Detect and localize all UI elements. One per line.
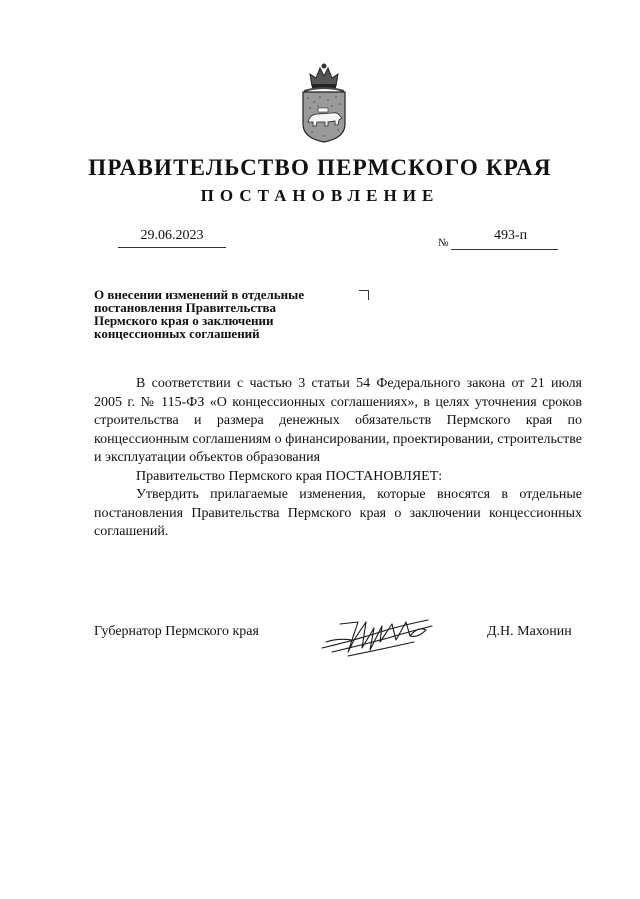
signer-position: Губернатор Пермского края	[94, 624, 259, 639]
subject-line: Пермского края о заключении	[94, 313, 274, 328]
number-underline	[451, 249, 558, 250]
subject-line: О внесении изменений в отдельные	[94, 287, 305, 302]
signer-name: Д.Н. Махонин	[487, 624, 572, 639]
coat-of-arms-icon	[298, 62, 350, 144]
number-sign: №	[438, 237, 449, 249]
document-type: ПОСТАНОВЛЕНИЕ	[200, 186, 440, 205]
body-paragraph: В соответствии с частью 3 статьи 54 Федерального закона от 21 июля 2005 г. № 115-ФЗ «О концессионных соглашениях», в целях уточнения сроков строительства и размера денежных обязательств Пермского края по концессионным соглашениям о финансировании, проектировании, строительстве и эксплуатации объектов образования	[94, 376, 582, 465]
document-number: 493-п	[494, 228, 528, 243]
corner-bracket-mark	[359, 290, 369, 300]
subject-line: постановления Правительства	[94, 300, 276, 315]
document-date: 29.06.2023	[140, 228, 204, 243]
document-body	[94, 375, 582, 542]
subject-line: концессионных соглашений	[94, 326, 260, 341]
document-subject	[94, 288, 344, 340]
body-paragraph: Утвердить прилагаемые изменения, которые вносятся в отдельные постановления Правительства Пермского края о заключении концессионных соглашений.	[94, 487, 582, 539]
government-title: ПРАВИТЕЛЬСТВО ПЕРМСКОГО КРАЯ	[88, 155, 552, 180]
document-number-field	[438, 228, 560, 250]
body-paragraph: Правительство Пермского края ПОСТАНОВЛЯЕТ:	[136, 468, 443, 484]
date-underline	[118, 247, 226, 248]
handwritten-signature-icon	[318, 612, 436, 660]
document-date-field	[118, 228, 226, 250]
